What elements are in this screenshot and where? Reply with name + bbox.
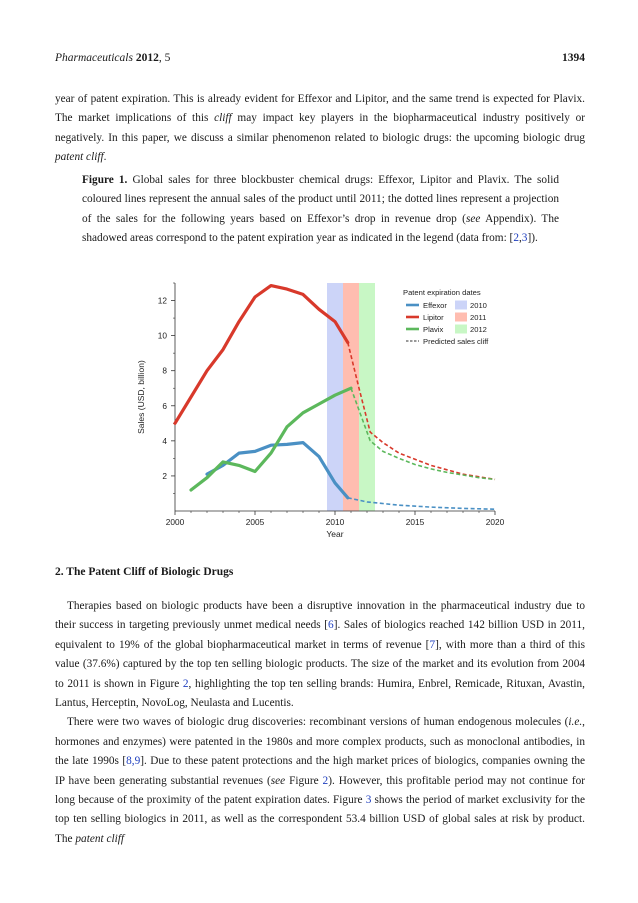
figure-label: Figure 1.: [82, 174, 128, 186]
effexor-sales-line: [207, 443, 348, 498]
shaded-area-2012: [359, 283, 375, 511]
section-paragraph-1: Therapies based on biologic products have been a disruptive innovation in the pharmaceutical industry due to their success in targeting previously unmet medical needs [6]. Sales of biologics reached 142 billion USD in 2011, equivalent to 19% of the global biopharmaceutical market in terms of revenue [7], with more than a third of this value (37.6%) captured by the top ten selling biologic products. The size of the market and its evolution from 2004 to 2011 is shown in Figure 2, highlighting the top ten selling brands: Humira, Enbrel, Remicade, Rituxan, Avastin, Lantus, Herceptin, NovoLog, Neulasta and Lucentis.: [55, 600, 585, 710]
x-tick-label-2000: 2000: [165, 517, 185, 527]
plavix-projected-line: [351, 388, 495, 479]
journal-citation: Pharmaceuticals 2012, 5: [55, 52, 171, 64]
ref-link-7[interactable]: 7: [429, 638, 436, 651]
x-tick-label-2010: 2010: [325, 517, 345, 527]
y-tick-label-10: 10: [157, 330, 167, 341]
legend-title: Patent expiration dates: [403, 288, 481, 297]
legend-label-plavix: Plavix: [423, 325, 444, 334]
y-tick-label-4: 4: [162, 435, 167, 446]
section-heading: 2. The Patent Cliff of Biologic Drugs: [55, 566, 234, 578]
legend-year-2011: 2011: [470, 313, 487, 322]
y-tick-label-6: 6: [162, 400, 167, 411]
shaded-area-2010: [327, 283, 343, 511]
x-tick-label-2020: 2020: [485, 517, 505, 527]
legend-label-effexor: Effexor: [423, 301, 447, 310]
page-header: [55, 52, 585, 68]
figure-link-3[interactable]: 3: [365, 794, 372, 807]
ref-link-3[interactable]: 3: [521, 232, 528, 245]
figure-link-2[interactable]: 2: [182, 677, 189, 690]
ref-link-2[interactable]: 2: [513, 232, 519, 245]
legend-shade-2011: [455, 313, 467, 322]
ref-link-8-9[interactable]: 8,9: [126, 755, 141, 768]
figure-caption: Figure 1. Global sales for three blockbuster chemical drugs: Effexor, Lipitor and Plavix. The solid coloured lines represent the annual sales of the product until 2011; the dotted lines represent a projection of the sales for the following years based on Effexor’s drop in revenue drop (see Appendix). The shadowed areas correspond to the patent expiration year as indicated in the legend (data from: [2,3]).: [82, 174, 560, 245]
ref-link-6[interactable]: 6: [328, 619, 334, 632]
legend-year-2010: 2010: [470, 301, 487, 310]
y-axis-label: Sales (USD, billion): [136, 360, 146, 434]
x-tick-label-2015: 2015: [405, 517, 425, 527]
legend-shade-2012: [455, 325, 467, 334]
y-tick-label-2: 2: [162, 470, 167, 481]
legend-year-2012: 2012: [470, 325, 487, 334]
figure-link-2b[interactable]: 2: [322, 774, 329, 787]
chart-legend: [403, 288, 489, 346]
effexor-projected-line: [348, 498, 495, 509]
legend-predicted-label: Predicted sales cliff: [423, 337, 489, 346]
shaded-area-2011: [343, 283, 359, 511]
y-tick-label-8: 8: [162, 365, 167, 376]
plavix-sales-line: [191, 388, 351, 490]
lipitor-sales-line: [175, 286, 348, 424]
y-tick-label-12: 12: [157, 295, 167, 306]
x-axis-label: Year: [326, 529, 344, 539]
lipitor-projected-line: [348, 343, 495, 480]
legend-label-lipitor: Lipitor: [423, 313, 444, 322]
section-body: [55, 597, 585, 849]
section-paragraph-2: There were two waves of biologic drug discoveries: recombinant versions of human endogenous molecules (i.e., hormones and enzymes) were patented in the 1980s and more complex products, such as monoclonal antibodies, in the late 1990s [8,9]. Due to these patent protections and the high market prices of biologics, companies owning the IP have been generating substantial revenues (see Figure 2). However, this profitable period may not continue for long because of the proximity of the patent expiration dates. Figure 3 shows the period of market exclusivity for the top ten selling biologics in 2011, as well as the correspondent 53.4 billion USD of global sales at risk by product. The patent cliff: [55, 716, 585, 845]
legend-shade-2010: [455, 301, 467, 310]
intro-paragraph: year of patent expiration. This is already evident for Effexor and Lipitor, and the same trend is expected for Plavix. The market implications of this cliff may impact key players in the biopharmaceutical industry positively or negatively. In this paper, we discuss a similar phenomenon related to biologic drugs: the upcoming biologic drug patent cliff.: [55, 93, 585, 164]
page-number: 1394: [562, 52, 585, 64]
x-tick-label-2005: 2005: [245, 517, 265, 527]
